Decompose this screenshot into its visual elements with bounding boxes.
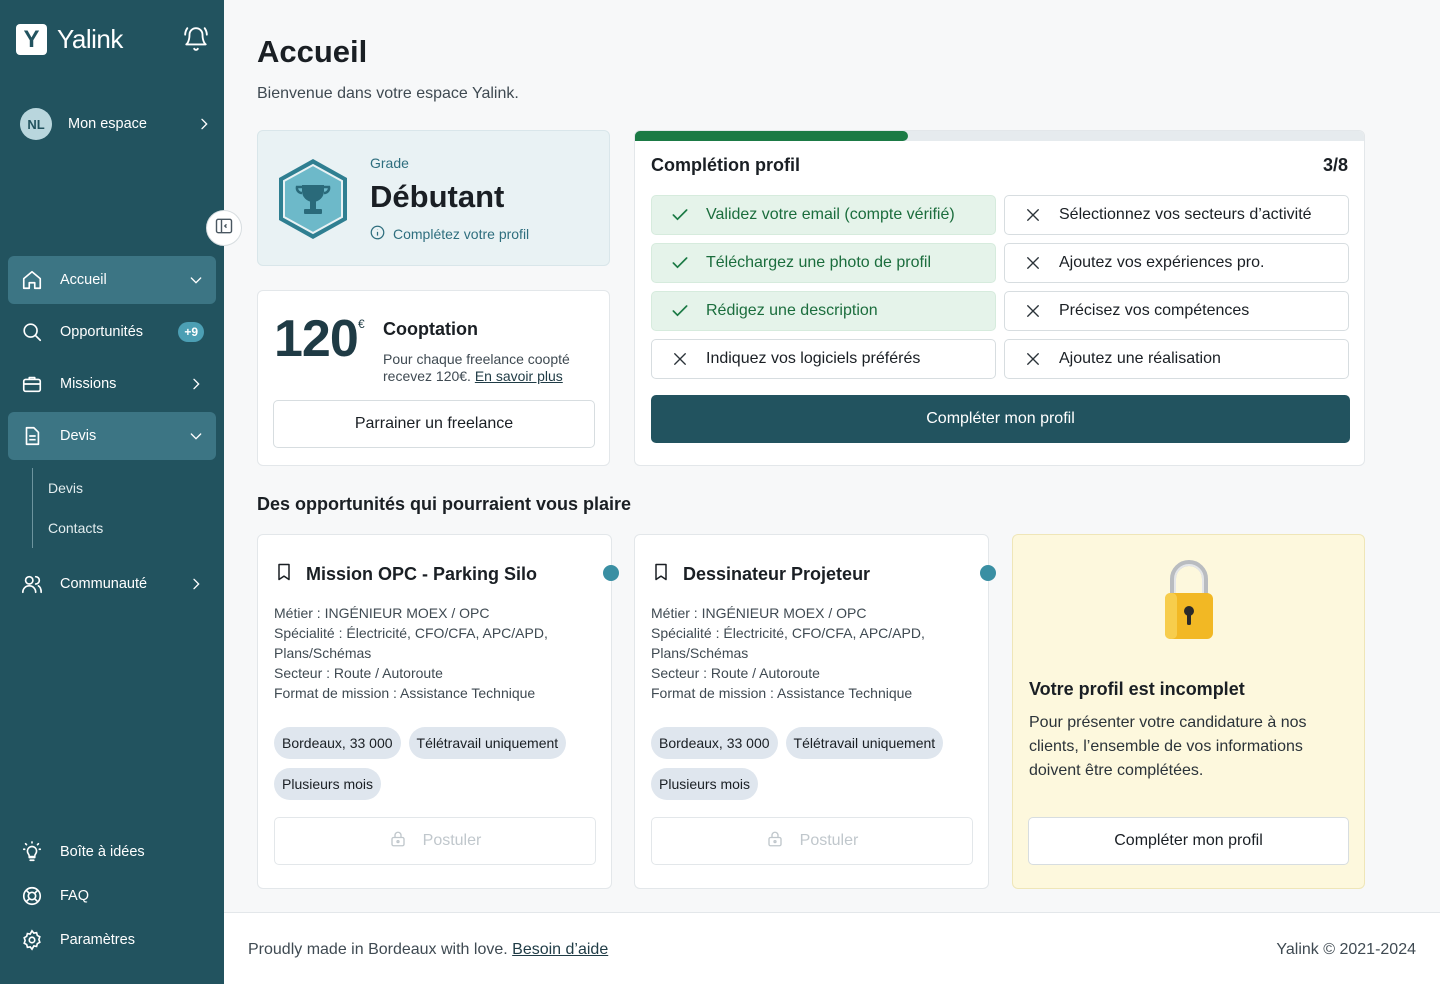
bell-icon[interactable]: [183, 26, 209, 52]
sidebar-item-parametres[interactable]: [20, 928, 135, 952]
cooptation-card: [257, 290, 610, 466]
opportunities-title: Des opportunités qui pourraient vous plaire: [257, 494, 632, 514]
close-icon: [660, 339, 700, 379]
incomplete-profile-text: Pour présenter votre candidature à nos clients, l’ensemble de vos informations doivent être complétées.: [1029, 714, 1307, 779]
opportunity-metier: Métier : INGÉNIEUR MOEX / OPC: [274, 605, 490, 621]
task-item[interactable]: [1004, 339, 1349, 379]
task-label: Validez votre email (compte vérifié): [706, 206, 955, 223]
briefcase-icon: [20, 372, 44, 396]
opportunity-format: Format de mission : Assistance Technique: [274, 685, 536, 701]
sidebar-item-label: Communauté: [60, 576, 148, 592]
sidebar-item-label: Devis: [60, 428, 97, 444]
opportunity-tags: [651, 727, 981, 800]
cooptation-currency: €: [358, 317, 365, 331]
gear-icon: [20, 928, 44, 952]
opportunity-title: Dessinateur Projeteur: [683, 564, 871, 584]
new-indicator-dot: [980, 565, 996, 581]
learn-more-link[interactable]: En savoir plus: [474, 368, 563, 384]
close-icon: [1013, 291, 1053, 331]
task-item[interactable]: [1004, 195, 1349, 235]
task-item[interactable]: [1004, 243, 1349, 283]
sidebar-item-label: Opportunités: [60, 324, 144, 340]
sidebar-item-faq[interactable]: [20, 884, 89, 908]
chevron-right-icon: [188, 576, 204, 592]
count-badge: +9: [178, 322, 204, 342]
user-menu[interactable]: [20, 107, 212, 141]
task-label: Ajoutez vos expériences pro.: [1059, 254, 1265, 271]
profile-progress-bar: [635, 131, 1364, 141]
logo-text: Yalink: [57, 24, 123, 54]
sidebar-item-label: Accueil: [60, 272, 107, 288]
close-icon: [1013, 243, 1053, 283]
profile-title: Complétion profil: [651, 155, 800, 175]
sidebar-toggle-icon: [214, 216, 234, 241]
footer: [224, 912, 1440, 984]
page-subtitle: Bienvenue dans votre espace Yalink.: [257, 85, 519, 102]
cooptation-text: [383, 351, 598, 385]
task-label: Ajoutez une réalisation: [1059, 350, 1221, 367]
complete-profile-link[interactable]: [370, 225, 529, 243]
opportunity-tags: [274, 727, 604, 800]
bookmark-icon[interactable]: [274, 561, 294, 588]
cooptation-amount: 120: [274, 310, 358, 368]
padlock-icon: [1161, 557, 1217, 643]
check-icon: [660, 291, 700, 331]
footer-text: Proudly made in Bordeaux with love.: [248, 941, 508, 958]
logo-mark: Y: [16, 24, 47, 55]
sidebar: [0, 0, 224, 984]
task-label: Indiquez vos logiciels préférés: [706, 350, 921, 367]
logo[interactable]: [16, 24, 123, 55]
subnav-item-contacts[interactable]: Contacts: [48, 520, 104, 536]
duration-tag: Plusieurs mois: [651, 768, 758, 800]
sidebar-item-opportunites[interactable]: [8, 308, 216, 356]
opportunity-specialite: Spécialité : Électricité, CFO/CFA, APC/APD, Plans/Schémas: [651, 625, 925, 661]
complete-profile-secondary-button[interactable]: Compléter mon profil: [1028, 817, 1349, 865]
trophy-hexagon-icon: [276, 157, 350, 241]
opportunity-secteur: Secteur : Route / Autoroute: [274, 665, 443, 681]
task-label: Précisez vos compétences: [1059, 302, 1250, 319]
complete-profile-label: Complétez votre profil: [393, 226, 530, 242]
page-title: Accueil: [257, 34, 368, 69]
sidebar-item-label: Missions: [60, 376, 117, 392]
help-link[interactable]: Besoin d’aide: [512, 941, 609, 958]
location-tag: Bordeaux, 33 000: [651, 727, 778, 759]
grade-name: Débutant: [370, 179, 505, 214]
opportunity-specialite: Spécialité : Électricité, CFO/CFA, APC/APD, Plans/Schémas: [274, 625, 548, 661]
close-icon: [1013, 339, 1053, 379]
check-icon: [660, 243, 700, 283]
sidebar-item-devis[interactable]: [8, 412, 216, 460]
info-icon: [370, 225, 385, 243]
incomplete-profile-card: [1012, 534, 1365, 889]
opportunity-metier: Métier : INGÉNIEUR MOEX / OPC: [651, 605, 867, 621]
user-label: Mon espace: [68, 116, 147, 132]
apply-label: Postuler: [799, 832, 859, 849]
close-icon: [1013, 195, 1053, 235]
apply-button[interactable]: [651, 817, 973, 865]
profile-count: 3/8: [1322, 155, 1348, 175]
new-indicator-dot: [603, 565, 619, 581]
cooptation-description: Pour chaque freelance coopté recevez 120€.: [383, 351, 570, 384]
users-icon: [20, 572, 44, 596]
task-label: Téléchargez une photo de profil: [706, 254, 932, 271]
profile-completion-card: [634, 130, 1365, 466]
check-icon: [660, 195, 700, 235]
devis-subnav: [32, 468, 103, 548]
lock-icon: [766, 829, 784, 854]
remote-tag: Télétravail uniquement: [409, 727, 567, 759]
search-icon: [20, 320, 44, 344]
subnav-item-devis[interactable]: Devis: [48, 480, 84, 496]
sidebar-item-accueil[interactable]: [8, 256, 216, 304]
sidebar-item-communaute[interactable]: [8, 560, 216, 608]
lightbulb-icon: [20, 840, 44, 864]
opportunity-format: Format de mission : Assistance Technique: [651, 685, 913, 701]
opportunity-secteur: Secteur : Route / Autoroute: [651, 665, 820, 681]
footer-credit: [248, 941, 608, 959]
apply-label: Postuler: [422, 832, 482, 849]
task-item[interactable]: [1004, 291, 1349, 331]
opportunity-header: [651, 561, 870, 588]
lifebuoy-icon: [20, 884, 44, 908]
task-label: Rédigez une description: [706, 302, 878, 319]
grade-card: [257, 130, 610, 266]
sidebar-item-missions[interactable]: [8, 360, 216, 408]
document-icon: [20, 424, 44, 448]
home-icon: [20, 268, 44, 292]
sidebar-item-label: Boîte à idées: [60, 844, 145, 860]
profile-progress-fill: [635, 131, 908, 141]
task-item[interactable]: [651, 291, 996, 331]
task-item[interactable]: [651, 243, 996, 283]
lock-icon: [389, 829, 407, 854]
refer-freelance-button[interactable]: Parrainer un freelance: [273, 400, 595, 448]
grade-label: Grade: [370, 155, 409, 171]
opportunity-details: [274, 603, 594, 703]
complete-profile-button[interactable]: Compléter mon profil: [651, 395, 1350, 443]
sidebar-item-label: Paramètres: [60, 932, 135, 948]
task-label: Sélectionnez vos secteurs d’activité: [1059, 206, 1312, 223]
opportunity-header: [274, 561, 537, 588]
sidebar-item-idees[interactable]: [20, 840, 145, 864]
opportunity-title: Mission OPC - Parking Silo: [306, 564, 538, 584]
sidebar-item-label: FAQ: [60, 888, 90, 904]
duration-tag: Plusieurs mois: [274, 768, 381, 800]
bookmark-icon[interactable]: [651, 561, 671, 588]
apply-button[interactable]: [274, 817, 596, 865]
chevron-down-icon: [188, 428, 204, 444]
chevron-right-icon: [196, 116, 212, 132]
task-item[interactable]: [651, 195, 996, 235]
chevron-down-icon: [188, 272, 204, 288]
opportunity-details: [651, 603, 971, 703]
opportunity-card[interactable]: [634, 534, 989, 889]
opportunity-card[interactable]: [257, 534, 612, 889]
copyright: Yalink © 2021-2024: [1276, 941, 1416, 958]
collapse-sidebar-button[interactable]: [206, 210, 242, 246]
remote-tag: Télétravail uniquement: [786, 727, 944, 759]
location-tag: Bordeaux, 33 000: [274, 727, 401, 759]
avatar: NL: [20, 108, 52, 140]
task-item[interactable]: [651, 339, 996, 379]
chevron-right-icon: [188, 376, 204, 392]
cooptation-title: Cooptation: [383, 319, 478, 339]
incomplete-profile-title: Votre profil est incomplet: [1029, 679, 1245, 699]
